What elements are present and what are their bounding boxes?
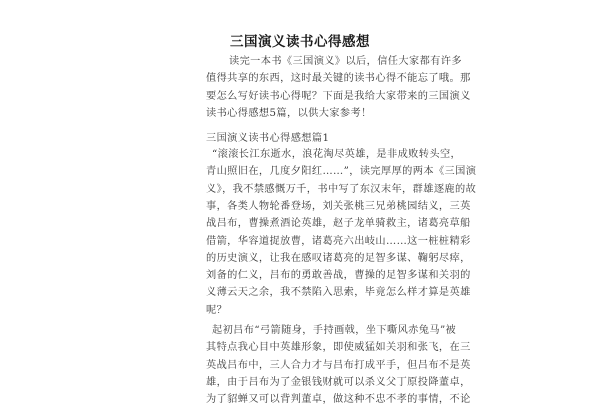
section-line-6: 借箭，华容道捉放曹，诸葛亮六出岐山……这一桩桩精彩: [206, 235, 471, 247]
section-line-3: 义》，我不禁感慨万千，书中写了东汉末年，群雄逐鹿的故: [206, 183, 477, 195]
intro-line-2: 值得共享的东西，这时最关键的读书心得不能忘了哦。那: [206, 73, 471, 85]
section-line-5: 战吕布，曹操煮酒论英雄，赵子龙单骑救主，诸葛亮草船: [206, 218, 471, 230]
section-line-1: “滚滚长江东逝水，浪花淘尽英雄，是非成败转头空，: [212, 149, 462, 160]
section-line-8: 刘备的仁义，吕布的勇敢善战，曹操的足智多谋和关羽的: [206, 270, 471, 282]
section-line-7: 的历史演义，让我在感叹诸葛亮的足智多谋、鞠躬尽瘁，: [206, 252, 471, 264]
para2-line-3: 英战吕布中，三人合力才与吕布打成平手，但吕布不是英: [206, 359, 471, 371]
intro-line-4: 读书心得感想5篇，以供大家参考！: [206, 107, 372, 119]
section-line-10: 呢？: [206, 304, 228, 316]
section-line-2: 青山照旧在，几度夕阳红……”，读完厚厚的两本《三国演: [206, 166, 477, 178]
section-heading: 三国演义读书心得感想篇1: [206, 133, 330, 144]
page-title: 三国演义读书心得感想: [230, 34, 370, 50]
para2-line-1: 起初吕布“弓箭随身，手持画戟，坐下嘶风赤兔马”被: [212, 325, 457, 336]
intro-line-3: 要怎么写好读书心得呢？下面是我给大家带来的三国演义: [206, 90, 471, 102]
para2-line-2: 其特点我心目中英雄形象，即使威猛如关羽和张飞，在三: [206, 342, 471, 354]
section-line-9: 义薄云天之余，我不禁陷入思索，毕竟怎么样才算是英雄: [206, 287, 471, 299]
para2-line-4: 雄，由于吕布为了金银钱财就可以杀义父丁原投降董卓，: [206, 376, 471, 388]
intro-line-1: 读完一本书《三国演义》以后，信任大家都有许多: [229, 56, 462, 67]
section-line-4: 事，各类人物轮番登场，刘关张桃三兄弟桃园结义，三英: [206, 200, 471, 212]
para2-line-5: 为了貂蝉又可以背判董卓，做这种不忠不孝的事情，不论: [206, 394, 471, 406]
